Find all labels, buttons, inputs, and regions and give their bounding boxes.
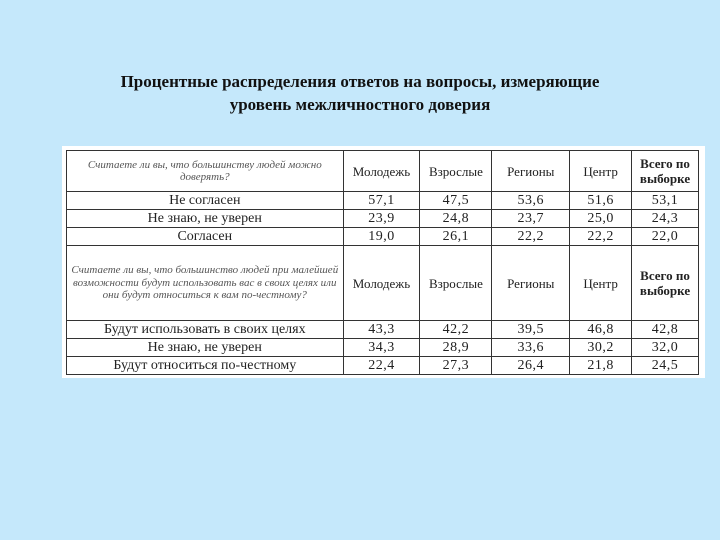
column-header-center: Центр (570, 151, 632, 192)
cell-value: 42,2 (420, 321, 492, 339)
row-label: Не согласен (67, 192, 344, 210)
table-header-row (67, 151, 699, 192)
row-label: Будут относиться по-честному (67, 357, 344, 375)
trust-table-panel (62, 146, 705, 378)
cell-value: 46,8 (570, 321, 632, 339)
cell-value: 53,6 (492, 192, 570, 210)
column-header-center: Центр (570, 246, 632, 321)
cell-value: 30,2 (570, 339, 632, 357)
row-label: Не знаю, не уверен (67, 210, 344, 228)
table-row (67, 321, 699, 339)
cell-value: 22,2 (492, 228, 570, 246)
cell-value: 24,5 (632, 357, 699, 375)
cell-value: 24,3 (632, 210, 699, 228)
cell-value: 25,0 (570, 210, 632, 228)
column-header-adults: Взрослые (420, 246, 492, 321)
column-header-youth: Молодежь (343, 246, 420, 321)
cell-value: 28,9 (420, 339, 492, 357)
cell-value: 42,8 (632, 321, 699, 339)
cell-value: 32,0 (632, 339, 699, 357)
cell-value: 51,6 (570, 192, 632, 210)
cell-value: 21,8 (570, 357, 632, 375)
cell-value: 39,5 (492, 321, 570, 339)
cell-value: 22,4 (343, 357, 420, 375)
trust-table (66, 150, 699, 375)
table-row (67, 192, 699, 210)
cell-value: 47,5 (420, 192, 492, 210)
title-line-1: Процентные распределения ответов на вопросы, измеряющие (120, 72, 600, 91)
row-label: Согласен (67, 228, 344, 246)
cell-value: 43,3 (343, 321, 420, 339)
row-label: Будут использовать в своих целях (67, 321, 344, 339)
cell-value: 23,9 (343, 210, 420, 228)
cell-value: 19,0 (343, 228, 420, 246)
column-header-total: Всего по выборке (632, 246, 699, 321)
table-row (67, 357, 699, 375)
table-row (67, 210, 699, 228)
table-row (67, 339, 699, 357)
cell-value: 24,8 (420, 210, 492, 228)
column-header-regions: Регионы (492, 246, 570, 321)
cell-value: 53,1 (632, 192, 699, 210)
column-header-youth: Молодежь (343, 151, 420, 192)
column-header-adults: Взрослые (420, 151, 492, 192)
cell-value: 22,2 (570, 228, 632, 246)
cell-value: 26,4 (492, 357, 570, 375)
title-line-2: уровень межличностного доверия (229, 95, 491, 114)
cell-value: 57,1 (343, 192, 420, 210)
cell-value: 27,3 (420, 357, 492, 375)
cell-value: 34,3 (343, 339, 420, 357)
question-2: Считаете ли вы, что большинство людей при малейшей возможности будут использовать вас в своих целях или они будут относиться к вам по-честному? (67, 246, 344, 321)
cell-value: 23,7 (492, 210, 570, 228)
column-header-total: Всего по выборке (632, 151, 699, 192)
row-label: Не знаю, не уверен (67, 339, 344, 357)
cell-value: 26,1 (420, 228, 492, 246)
column-header-regions: Регионы (492, 151, 570, 192)
slide-title (40, 70, 680, 116)
question-1: Считаете ли вы, что большинству людей можно доверять? (67, 151, 344, 192)
cell-value: 33,6 (492, 339, 570, 357)
table-row (67, 228, 699, 246)
cell-value: 22,0 (632, 228, 699, 246)
table-header-row (67, 246, 699, 321)
